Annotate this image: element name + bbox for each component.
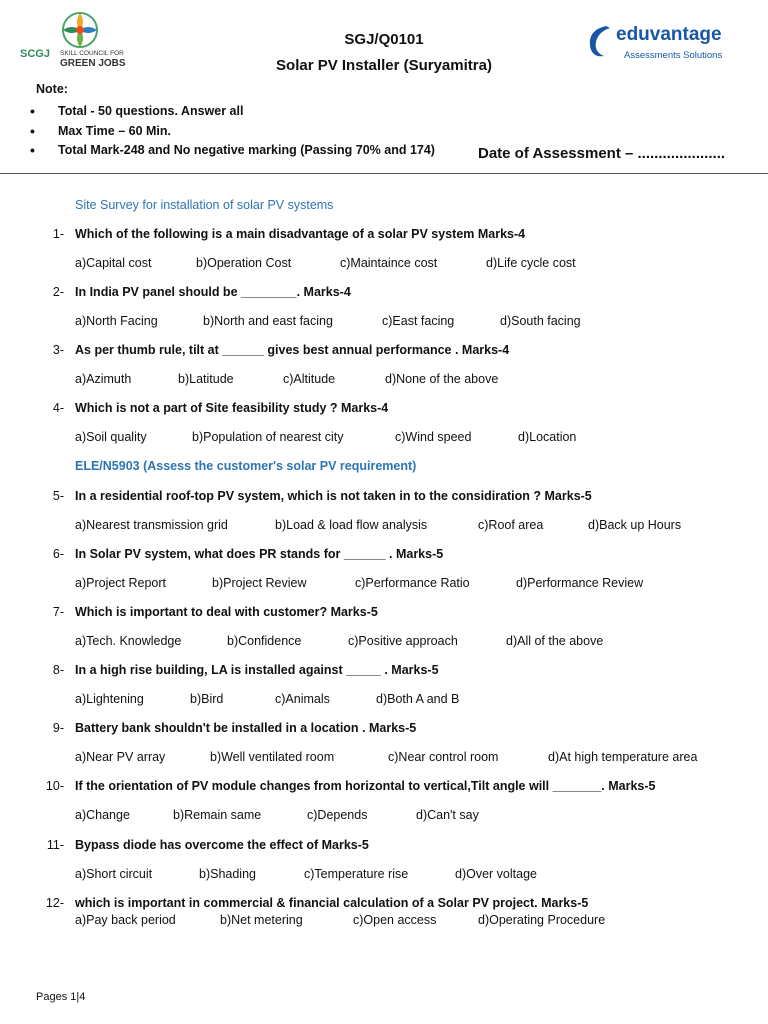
question-text: Which is not a part of Site feasibility study ? Marks-4: [75, 401, 389, 415]
answer-option: a)Nearest transmission grid: [75, 518, 228, 532]
question-text: In India PV panel should be ________. Marks-4: [75, 285, 351, 299]
answer-option: b)Well ventilated room: [210, 750, 335, 764]
page-number: Pages 1|4: [36, 991, 86, 1003]
answer-option: a)Pay back period: [75, 913, 176, 927]
question-text: Which of the following is a main disadvantage of a solar PV system Marks-4: [75, 227, 526, 241]
answer-option: a)Project Report: [75, 576, 167, 590]
answer-option: c)Positive approach: [348, 634, 458, 648]
answer-option: a)Soil quality: [75, 430, 147, 444]
question-number: 10-: [45, 779, 64, 793]
question-number: 3-: [52, 343, 64, 357]
answer-option: c)Open access: [353, 913, 437, 927]
answer-option: b)Net metering: [220, 913, 303, 927]
answer-option: d)Over voltage: [455, 867, 537, 881]
answer-option: c)East facing: [382, 314, 455, 328]
answer-option: c)Altitude: [283, 372, 336, 386]
scgj-line2: GREEN JOBS: [60, 58, 126, 69]
question-text: In a high rise building, LA is installed against _____ . Marks-5: [75, 663, 439, 677]
answer-option: d)At high temperature area: [548, 750, 698, 764]
answer-option: d)Life cycle cost: [486, 256, 576, 270]
question-number: 2-: [52, 285, 64, 299]
question-text: In Solar PV system, what does PR stands for ______ . Marks-5: [75, 547, 444, 561]
note-item: • Max Time – 60 Min.: [30, 122, 435, 142]
question-number: 4-: [52, 401, 64, 415]
answer-option: a)Azimuth: [75, 372, 132, 386]
answer-option: c)Roof area: [478, 518, 544, 532]
note-item: • Total - 50 questions. Answer all: [30, 102, 435, 122]
answer-option: b)Remain same: [173, 808, 262, 822]
answer-option: c)Wind speed: [395, 430, 472, 444]
answer-option: b)Shading: [199, 867, 256, 881]
question-text: In a residential roof-top PV system, which is not taken in to the considiration ? Marks-5: [75, 489, 592, 503]
question-number: 6-: [52, 547, 64, 561]
answer-option: b)Latitude: [178, 372, 234, 386]
answer-option: d)Location: [518, 430, 577, 444]
question-number: 1-: [52, 227, 64, 241]
answer-option: b)Project Review: [212, 576, 307, 590]
question-number: 12-: [45, 896, 64, 910]
question-number: 9-: [52, 721, 64, 735]
answer-option: a)Short circuit: [75, 867, 153, 881]
question-text: Which is important to deal with customer? Marks-5: [75, 605, 378, 619]
note-label: Note:: [36, 82, 68, 96]
answer-option: b)Population of nearest city: [192, 430, 344, 444]
scgj-line1: SKILL COUNCIL FOR: [60, 50, 124, 57]
date-of-assessment: Date of Assessment – .....................: [478, 145, 726, 162]
answer-option: c)Performance Ratio: [355, 576, 470, 590]
section-heading: ELE/N5903 (Assess the customer's solar PV requirement): [75, 459, 417, 473]
answer-option: d)Back up Hours: [588, 518, 682, 532]
answer-option: a)Tech. Knowledge: [75, 634, 182, 648]
answer-option: c)Depends: [307, 808, 368, 822]
answer-option: a)Capital cost: [75, 256, 152, 270]
question-text: If the orientation of PV module changes from horizontal to vertical,Tilt angle will _______. Marks-5: [75, 779, 656, 793]
note-list: [30, 102, 435, 161]
answer-option: a)Change: [75, 808, 130, 822]
answer-option: b)North and east facing: [203, 314, 333, 328]
answer-option: c)Animals: [275, 692, 330, 706]
question-number: 5-: [52, 489, 64, 503]
answer-option: d)Operating Procedure: [478, 913, 606, 927]
answer-option: d)None of the above: [385, 372, 499, 386]
answer-option: b)Load & load flow analysis: [275, 518, 428, 532]
eduvantage-name: eduvantage: [616, 24, 722, 45]
question-text: Battery bank shouldn't be installed in a location . Marks-5: [75, 721, 417, 735]
question-text: As per thumb rule, tilt at ______ gives best annual performance . Marks-4: [75, 343, 510, 357]
answer-option: a)Lightening: [75, 692, 144, 706]
header-divider: [0, 173, 768, 174]
answer-option: d)South facing: [500, 314, 581, 328]
answer-option: a)Near PV array: [75, 750, 166, 764]
answer-option: c)Near control room: [388, 750, 499, 764]
answer-option: d)Performance Review: [516, 576, 644, 590]
answer-option: c)Temperature rise: [304, 867, 409, 881]
answer-option: b)Operation Cost: [196, 256, 292, 270]
scgj-mark: SCGJ: [20, 48, 50, 60]
question-number: 7-: [52, 605, 64, 619]
question-number: 8-: [52, 663, 64, 677]
answer-option: d)Can't say: [416, 808, 479, 822]
note-item: • Total Mark-248 and No negative marking (Passing 70% and 174): [30, 141, 435, 161]
answer-option: b)Confidence: [227, 634, 302, 648]
eduvantage-tagline: Assessments Solutions: [624, 50, 723, 61]
answer-option: a)North Facing: [75, 314, 158, 328]
answer-option: d)All of the above: [506, 634, 604, 648]
qualification-code: SGJ/Q0101: [344, 31, 424, 48]
section-heading: Site Survey for installation of solar PV systems: [75, 198, 334, 212]
question-number: 11-: [46, 838, 64, 852]
answer-option: d)Both A and B: [376, 692, 460, 706]
question-text: Bypass diode has overcome the effect of Marks-5: [75, 838, 369, 852]
question-text: which is important in commercial & financial calculation of a Solar PV project. Marks-5: [75, 896, 589, 910]
page-title: Solar PV Installer (Suryamitra): [276, 57, 492, 74]
answer-option: c)Maintaince cost: [340, 256, 438, 270]
answer-option: b)Bird: [190, 692, 224, 706]
